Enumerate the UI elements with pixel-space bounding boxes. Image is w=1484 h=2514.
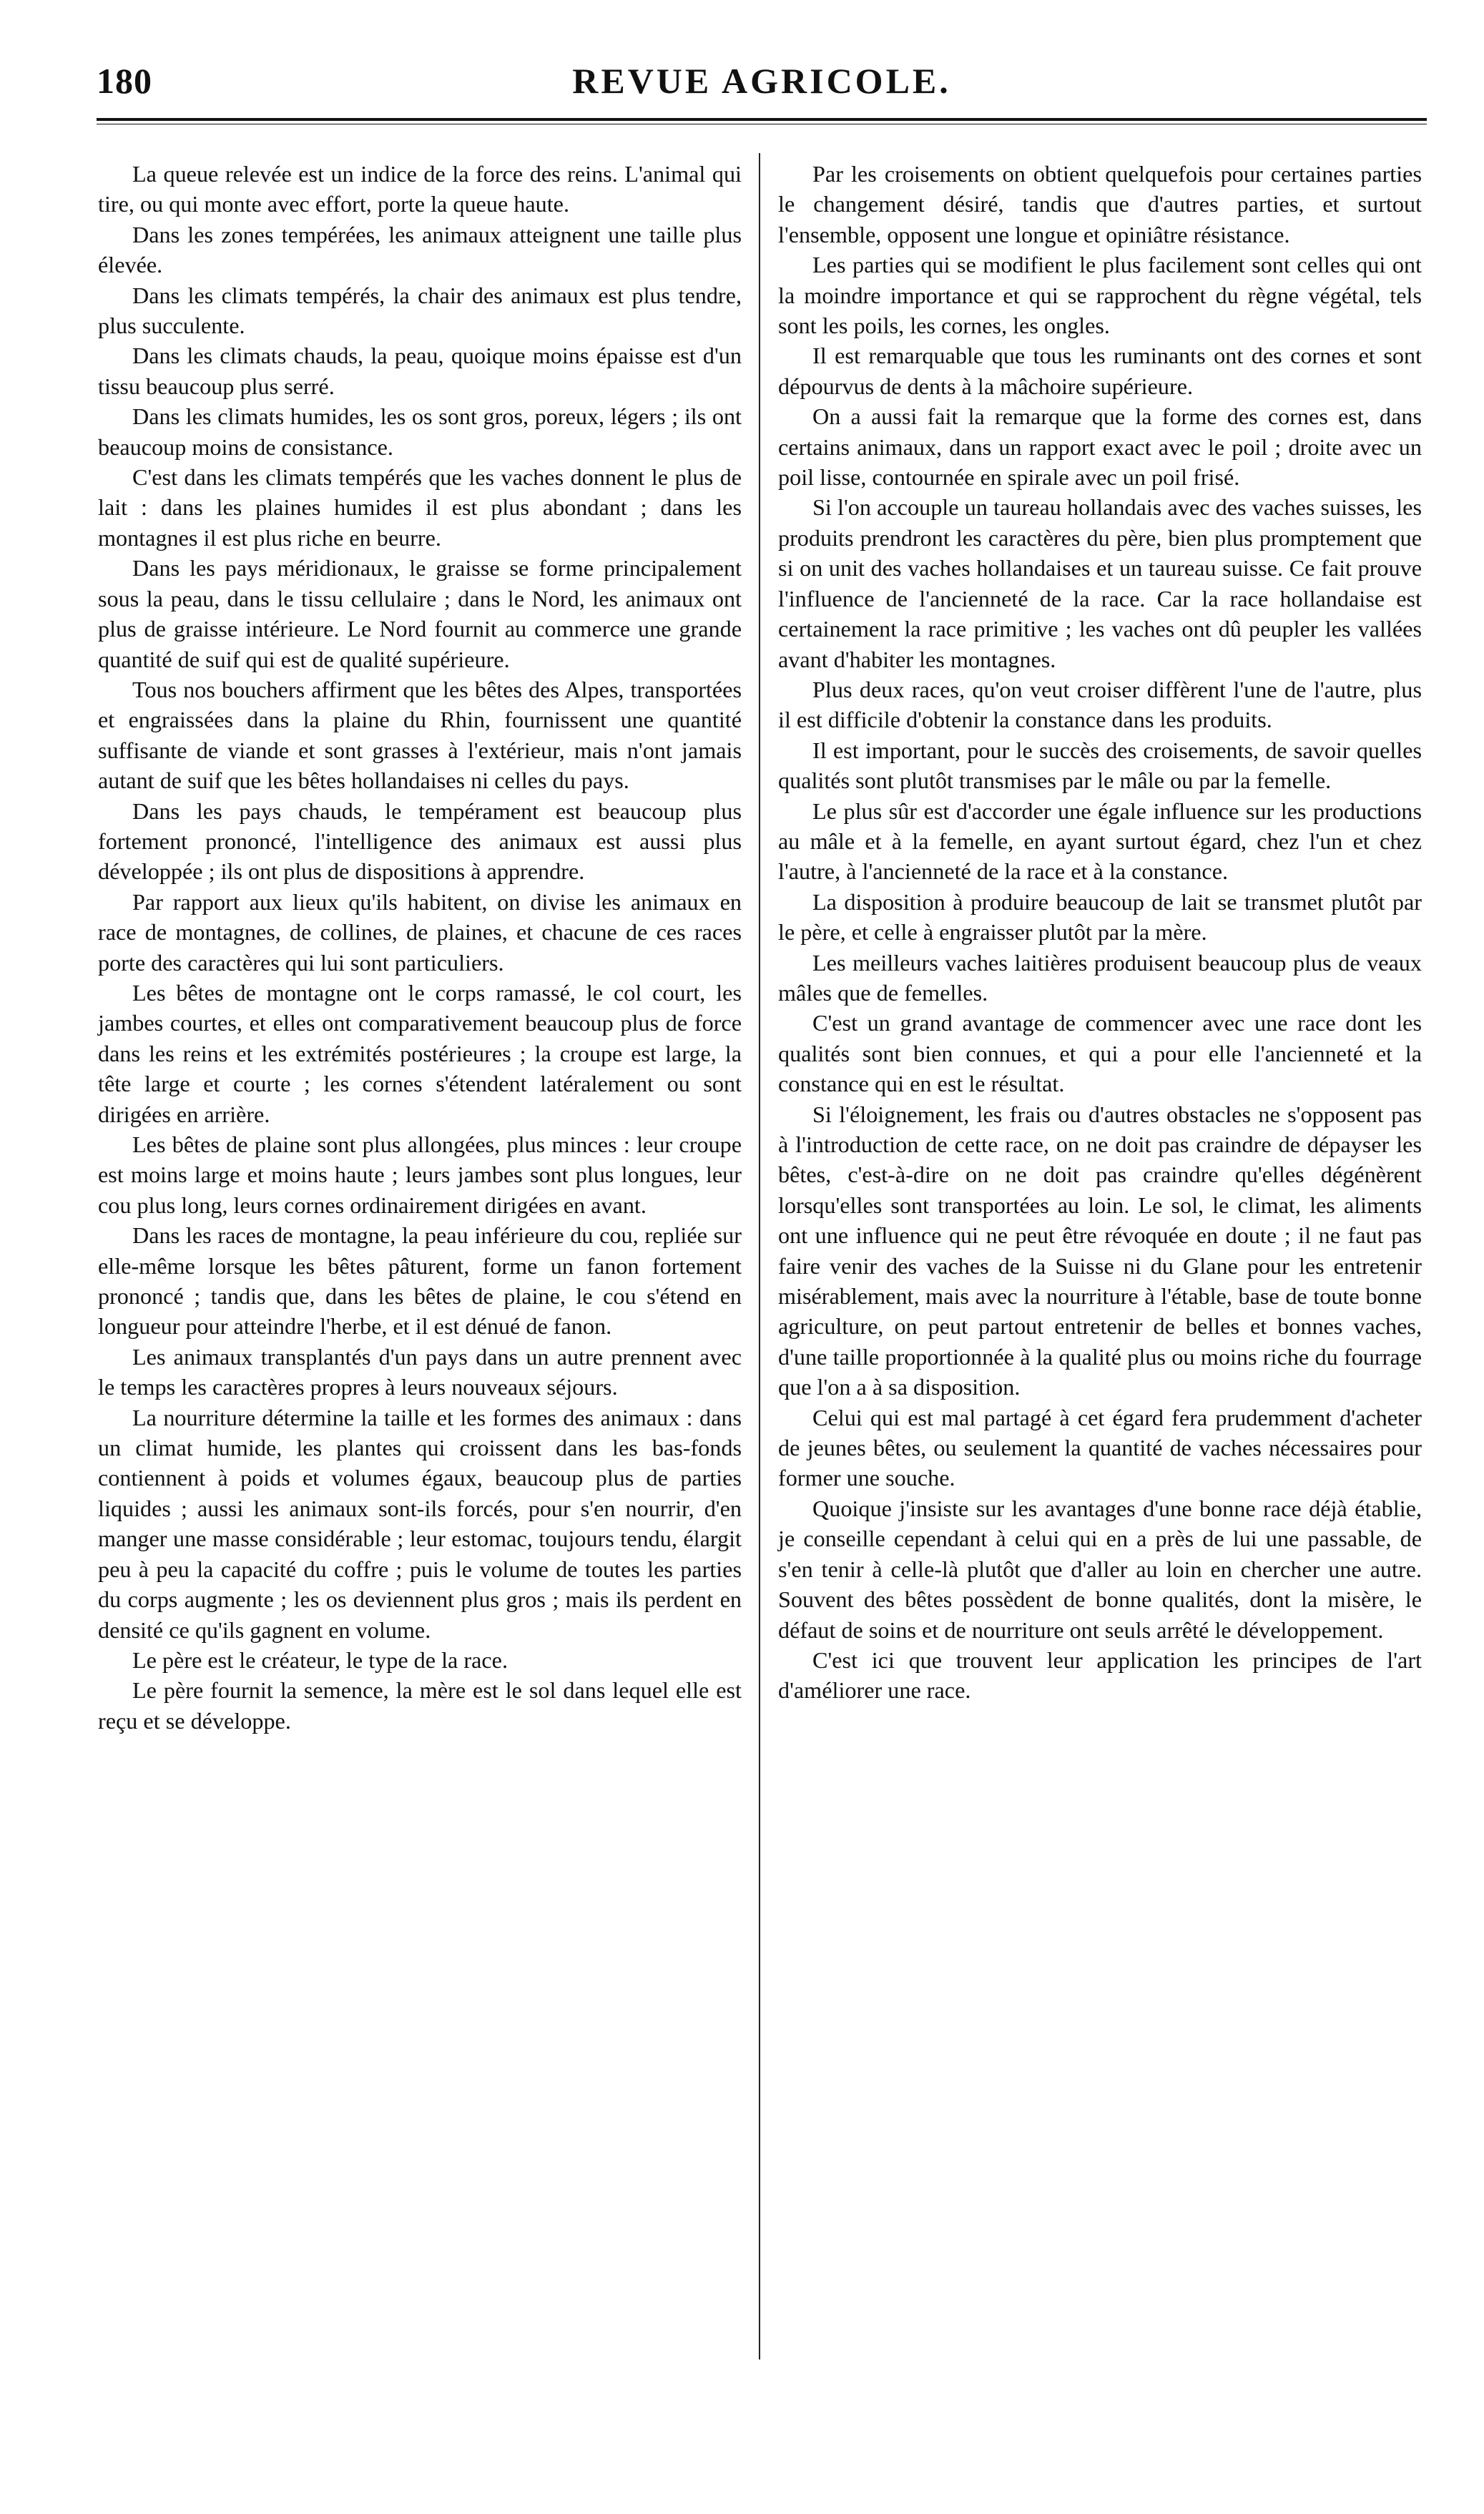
paragraph: Les parties qui se modifient le plus facilement sont celles qui ont la moindre importance et qui se rapprochent du règne végétal, tels sont les poils, les cornes, les ongles. <box>778 252 1422 339</box>
paragraph: Si l'éloignement, les frais ou d'autres obstacles ne s'opposent pas à l'introduction de cette race, on ne doit pas craindre de dépayser les bêtes, c'est-à-dire on ne doit pas craindre qu'elles dégénèrent lorsqu'elles sont transportées au loin. Le sol, le climat, les aliments ont une influence qui ne peut être révoquée en doute ; il ne faut pas faire venir des vaches de la Suisse ni du Glane pour les entretenir misérablement, mais avec la nourriture à l'étable, base de toute bonne agriculture, on peut partout entretenir de belles et bonnes vaches, d'une taille proportionnée à la qualité plus ou moins riche du fourrage que l'on a à sa disposition. <box>778 1101 1422 1400</box>
paragraph: Dans les pays chauds, le tempérament est beaucoup plus fortement prononcé, l'intelligence des animaux est aussi plus développée ; ils ont plus de dispositions à apprendre. <box>98 797 742 885</box>
paragraph: On a aussi fait la remarque que la forme des cornes est, dans certains animaux, dans un rapport exact avec le poil ; droite avec un poil lisse, contournée en spirale avec un poil frisé. <box>778 403 1422 491</box>
paragraph: Il est remarquable que tous les ruminants ont des cornes et sont dépourvus de dents à la mâchoire supérieure. <box>778 343 1422 399</box>
paragraph: Il est important, pour le succès des croisements, de savoir quelles qualités sont plutôt transmises par le mâle ou par la femelle. <box>778 737 1422 794</box>
paragraph: Plus deux races, qu'on veut croiser diffèrent l'une de l'autre, plus il est difficile d'obtenir la constance dans les produits. <box>778 676 1422 733</box>
paragraph: La nourriture détermine la taille et les formes des animaux : dans un climat humide, les plantes qui croissent dans les bas-fonds contiennent à poids et volumes égaux, beaucoup plus de parties liquides ; aussi les animaux sont-ils forcés, pour s'en nourrir, d'en manger une masse considérable ; leur estomac, toujours tendu, élargit peu à peu la capacité du coffre ; puis le volume de toutes les parties du corps augmente ; les os deviennent plus gros ; mais ils perdent en densité ce qu'ils gagnent en volume. <box>98 1404 742 1643</box>
paragraph: La disposition à produire beaucoup de lait se transmet plutôt par le père, et celle à engraisser plutôt par la mère. <box>778 888 1422 946</box>
paragraph: Le père est le créateur, le type de la race. <box>132 1646 508 1673</box>
paragraph: Quoique j'insiste sur les avantages d'une bonne race déjà établie, je conseille cependant à celui qui en a près de lui une passable, de s'en tenir à celle-là plutôt que d'aller au loin en chercher une autre. Souvent des bêtes possèdent de bonne qualités, dont la misère, le défaut de soins et de nourriture ont seuls arrêté le développement. <box>778 1495 1422 1643</box>
paragraph: Dans les climats humides, les os sont gros, poreux, légers ; ils ont beaucoup moins de consistance. <box>98 403 742 460</box>
column-divider <box>759 153 760 2360</box>
paragraph: C'est dans les climats tempérés que les vaches donnent le plus de lait : dans les plaines humides il est plus abondant ; dans les montagnes il est plus riche en beurre. <box>98 464 742 551</box>
paragraph: Par rapport aux lieux qu'ils habitent, on divise les animaux en race de montagnes, de collines, de plaines, et chacune de ces races porte des caractères qui lui sont particuliers. <box>98 888 742 976</box>
page-number: 180 <box>97 61 152 101</box>
paragraph: Les bêtes de plaine sont plus allongées, plus minces : leur croupe est moins large et moins haute ; leurs jambes sont plus longues, leur cou plus long, leurs cornes ordinairement dirigées en avant. <box>98 1131 742 1218</box>
paragraph: La queue relevée est un indice de la force des reins. L'animal qui tire, ou qui monte avec effort, porte la queue haute. <box>98 161 742 217</box>
paragraph: Le père fournit la semence, la mère est le sol dans lequel elle est reçu et se développe. <box>98 1677 742 1734</box>
left-column <box>98 159 742 1736</box>
paragraph: Dans les races de montagne, la peau inférieure du cou, repliée sur elle-même lorsque les bêtes pâturent, forme un fanon fortement prononcé ; tandis que, dans les bêtes de plaine, le cou s'étend en longueur pour atteindre l'herbe, et il est dénué de fanon. <box>98 1222 742 1340</box>
running-title: REVUE AGRICOLE. <box>572 61 951 101</box>
paragraph: Par les croisements on obtient quelquefois pour certaines parties le changement désiré, tandis que d'autres parties, et surtout l'ensemble, opposent une longue et opiniâtre résistance. <box>778 161 1422 247</box>
paragraph: Si l'on accouple un taureau hollandais avec des vaches suisses, les produits prendront les caractères du père, bien plus promptement que si on unit des vaches hollandaises et un taureau suisse. Ce fait prouve l'influence de l'ancienneté de la race. Car la race hollandaise est certainement la race primitive ; les vaches ont dû peupler les vallées avant d'habiter les montagnes. <box>778 494 1422 672</box>
paragraph: Tous nos bouchers affirment que les bêtes des Alpes, transportées et engraissées dans la plaine du Rhin, fournissent une quantité suffisante de viande et sont grasses à l'extérieur, mais n'ont jamais autant de suif que les bêtes hollandaises ni celles du pays. <box>98 676 742 794</box>
paragraph: Dans les climats tempérés, la chair des animaux est plus tendre, plus succulente. <box>98 282 742 339</box>
paragraph: Celui qui est mal partagé à cet égard fera prudemment d'acheter de jeunes bêtes, ou seulement la quantité de vaches nécessaires pour former une souche. <box>778 1404 1422 1491</box>
paragraph: Dans les zones tempérées, les animaux atteignent une taille plus élevée. <box>98 221 742 278</box>
header-rule <box>97 118 1427 121</box>
paragraph: Dans les pays méridionaux, le graisse se forme principalement sous la peau, dans le tissu cellulaire ; dans le Nord, les animaux ont plus de graisse intérieure. Le Nord fournit au commerce une grande quantité de suif qui est de qualité supérieure. <box>98 555 742 672</box>
paragraph: C'est un grand avantage de commencer avec une race dont les qualités sont bien connues, et qui a pour elle l'ancienneté et la constance qui en est le résultat. <box>778 1010 1422 1097</box>
paragraph: Dans les climats chauds, la peau, quoique moins épaisse est d'un tissu beaucoup plus serré. <box>98 343 742 399</box>
paragraph: Les bêtes de montagne ont le corps ramassé, le col court, les jambes courtes, et elles ont comparativement beaucoup plus de force dans les reins et les extrémités postérieures ; la croupe est large, la tête large et courte ; les cornes s'étendent latéralement ou sont dirigées en arrière. <box>98 979 742 1127</box>
right-column <box>778 159 1422 1706</box>
paragraph: Les animaux transplantés d'un pays dans un autre prennent avec le temps les caractères propres à leurs nouveaux séjours. <box>98 1343 742 1400</box>
paragraph: C'est ici que trouvent leur application les principes de l'art d'améliorer une race. <box>778 1646 1422 1704</box>
paragraph: Les meilleurs vaches laitières produisent beaucoup plus de veaux mâles que de femelles. <box>778 949 1422 1006</box>
page-header <box>97 60 1427 110</box>
paragraph: Le plus sûr est d'accorder une égale influence sur les productions au mâle et à la femelle, en ayant surtout égard, chez l'un et chez l'autre, à l'ancienneté de la race et à la constance. <box>778 797 1422 885</box>
